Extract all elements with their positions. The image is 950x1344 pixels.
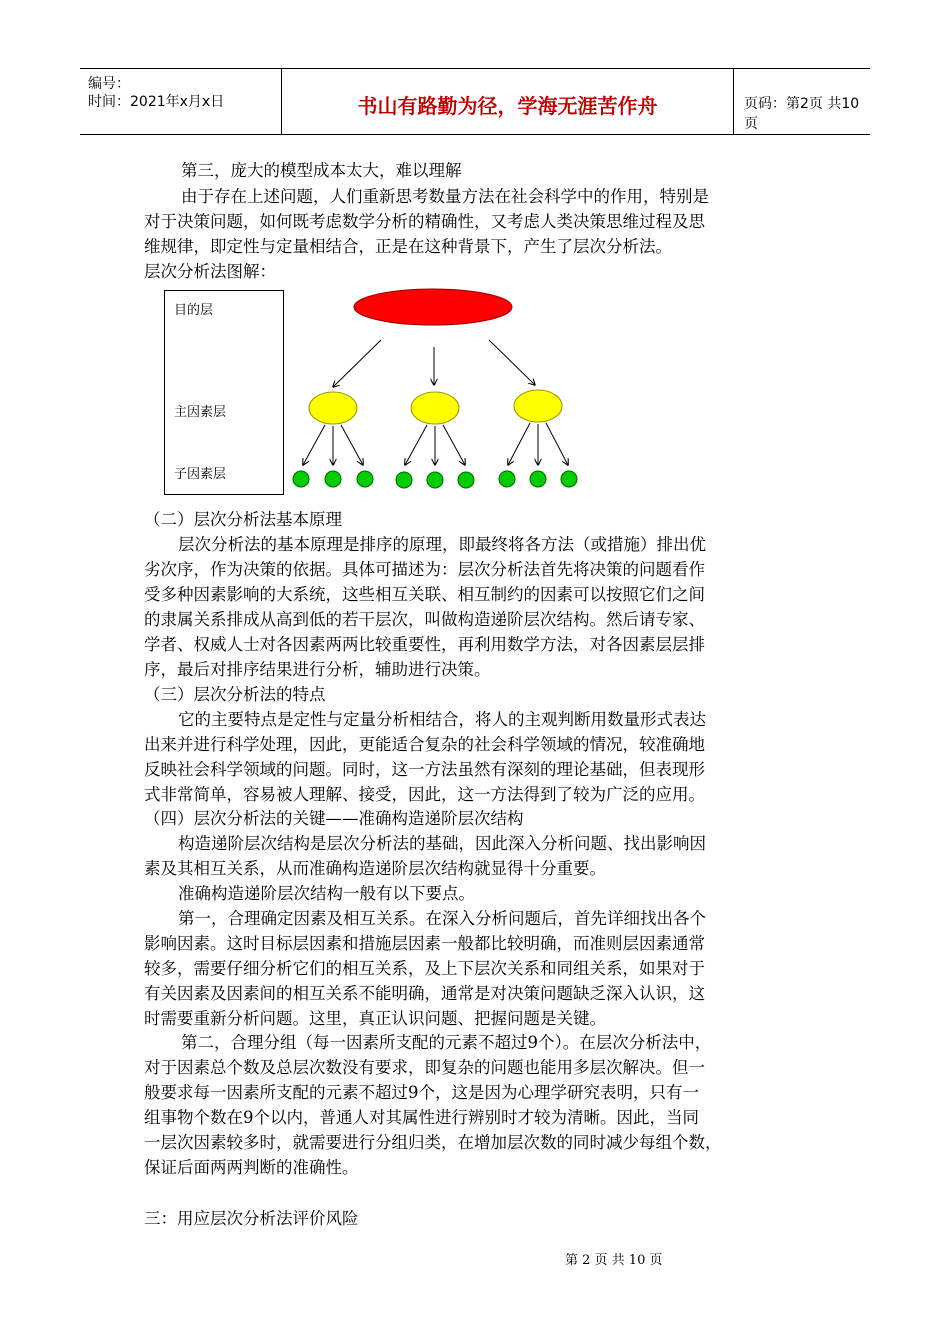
paragraph-line: 层次分析法的基本原理是排序的原理，即最终将各方法（或措施）排出优	[178, 535, 706, 554]
sub-factor-node	[293, 471, 309, 487]
sub-factor-node	[427, 472, 443, 488]
paragraph-line: 反映社会科学领域的问题。同时，这一方法虽然有深刻的理论基础，但表现形	[144, 760, 705, 779]
sub-factor-node	[499, 471, 515, 487]
goal-node	[354, 289, 512, 325]
arrow	[546, 423, 568, 465]
paragraph-line: 组事物个数在9个以内，普通人对其属性进行辨别时才较为清晰。因此，当同	[144, 1108, 699, 1127]
paragraph-line: 学者、权威人士对各因素两两比较重要性，再利用数学方法，对各因素层层排	[144, 635, 705, 654]
main-factor-node	[309, 392, 357, 424]
paragraph-line: 般要求每一因素所支配的元素不超过9个，这是因为心理学研究表明，只有一	[144, 1083, 699, 1102]
paragraph-line: 准确构造递阶层次结构一般有以下要点。	[178, 884, 475, 903]
paragraph-line: 影响因素。这时目标层因素和措施层因素一般都比较明确，而准则层因素通常	[144, 934, 705, 953]
paragraph-line: 构造递阶层次结构是层次分析法的基础，因此深入分析问题、找出影响因	[178, 834, 706, 853]
paragraph-line: 序，最后对排序结果进行分析，辅助进行决策。	[144, 660, 491, 679]
header-number-label: 编号：	[88, 76, 130, 92]
sub-factor-node	[458, 472, 474, 488]
header-info-cell	[80, 69, 282, 134]
sub-factor-node	[325, 471, 341, 487]
level-sub-label: 子因素层	[174, 467, 227, 482]
paragraph-line: 的隶属关系排成从高到低的若干层次，叫做构造递阶层次结构。然后请专家、	[144, 610, 705, 629]
header-page-label: 页码：第2页 共10页	[744, 96, 860, 132]
sub-factor-node	[396, 472, 412, 488]
section-heading: （二）层次分析法基本原理	[144, 510, 342, 529]
arrow	[508, 423, 530, 465]
header-motto-cell	[282, 69, 734, 134]
diagram-caption: 层次分析法图解：	[144, 262, 276, 281]
paragraph-line: 有关因素及因素间的相互关系不能明确，通常是对决策问题缺乏深入认识，这	[144, 984, 705, 1003]
arrow	[405, 425, 427, 465]
arrow	[303, 425, 325, 465]
level-main-label: 主因素层	[174, 405, 227, 420]
paragraph-line: 素及其相互关系，从而准确构造递阶层次结构就显得十分重要。	[144, 859, 606, 878]
paragraph-line: 劣次序，作为决策的依据。具体可描述为：层次分析法首先将决策的问题看作	[144, 560, 705, 579]
section-heading: （三）层次分析法的特点	[144, 685, 326, 704]
paragraph-line: 第二，合理分组（每一因素所支配的元素不超过9个）。在层次分析法中，	[181, 1033, 712, 1052]
paragraph-line: 第三，庞大的模型成本太大，难以理解	[181, 161, 462, 180]
arrow	[443, 425, 465, 465]
hierarchy-diagram	[285, 285, 605, 495]
paragraph-line: 时需要重新分析问题。这里，真正认识问题、把握问题是关键。	[144, 1009, 606, 1028]
diagram-level-legend	[164, 290, 284, 495]
paragraph-line: 第一，合理确定因素及相互关系。在深入分析问题后，首先详细找出各个	[178, 909, 706, 928]
section-heading: 三：用应层次分析法评价风险	[144, 1209, 359, 1228]
main-factor-node	[411, 392, 459, 424]
sub-factor-node	[357, 471, 373, 487]
paragraph-line: 出来并进行科学处理，因此，更能适合复杂的社会科学领域的情况，较准确地	[144, 735, 705, 754]
arrow	[341, 425, 363, 465]
arrow	[489, 340, 535, 385]
paragraph-line: 对于决策问题，如何既考虑数学分析的精确性，又考虑人类决策思维过程及思	[144, 212, 705, 231]
paragraph-line: 维规律，即定性与定量相结合，正是在这种背景下，产生了层次分析法。	[144, 237, 672, 256]
paragraph-line: 它的主要特点是定性与定量分析相结合，将人的主观判断用数量形式表达	[178, 710, 706, 729]
section-heading: （四）层次分析法的关键——准确构造递阶层次结构	[144, 809, 524, 828]
paragraph-line: 保证后面两两判断的准确性。	[144, 1158, 359, 1177]
paragraph-line: 较多，需要仔细分析它们的相互关系，及上下层次关系和同组关系，如果对于	[144, 959, 705, 978]
paragraph-line: 一层次因素较多时，就需要进行分组归类，在增加层次数的同时减少每组个数，	[144, 1133, 722, 1152]
header-time-label: 时间：2021年x月x日	[88, 94, 225, 110]
sub-factor-node	[561, 471, 577, 487]
level-goal-label: 目的层	[174, 303, 214, 318]
header-motto: 书山有路勤为径，学海无涯苦作舟	[357, 94, 658, 118]
arrow	[333, 340, 381, 387]
sub-factor-node	[530, 471, 546, 487]
page-footer: 第 2 页 共 10 页	[565, 1253, 663, 1268]
paragraph-line: 对于因素总个数及总层次数没有要求，即复杂的问题也能用多层次解决。但一	[144, 1058, 705, 1077]
page-header	[80, 68, 870, 135]
paragraph-line: 受多种因素影响的大系统，这些相互关联、相互制约的因素可以按照它们之间	[144, 585, 705, 604]
paragraph-line: 由于存在上述问题，人们重新思考数量方法在社会科学中的作用，特别是	[181, 187, 709, 206]
paragraph-line: 式非常简单，容易被人理解、接受，因此，这一方法得到了较为广泛的应用。	[144, 785, 705, 804]
header-page-cell	[734, 69, 870, 134]
main-factor-node	[514, 390, 562, 422]
